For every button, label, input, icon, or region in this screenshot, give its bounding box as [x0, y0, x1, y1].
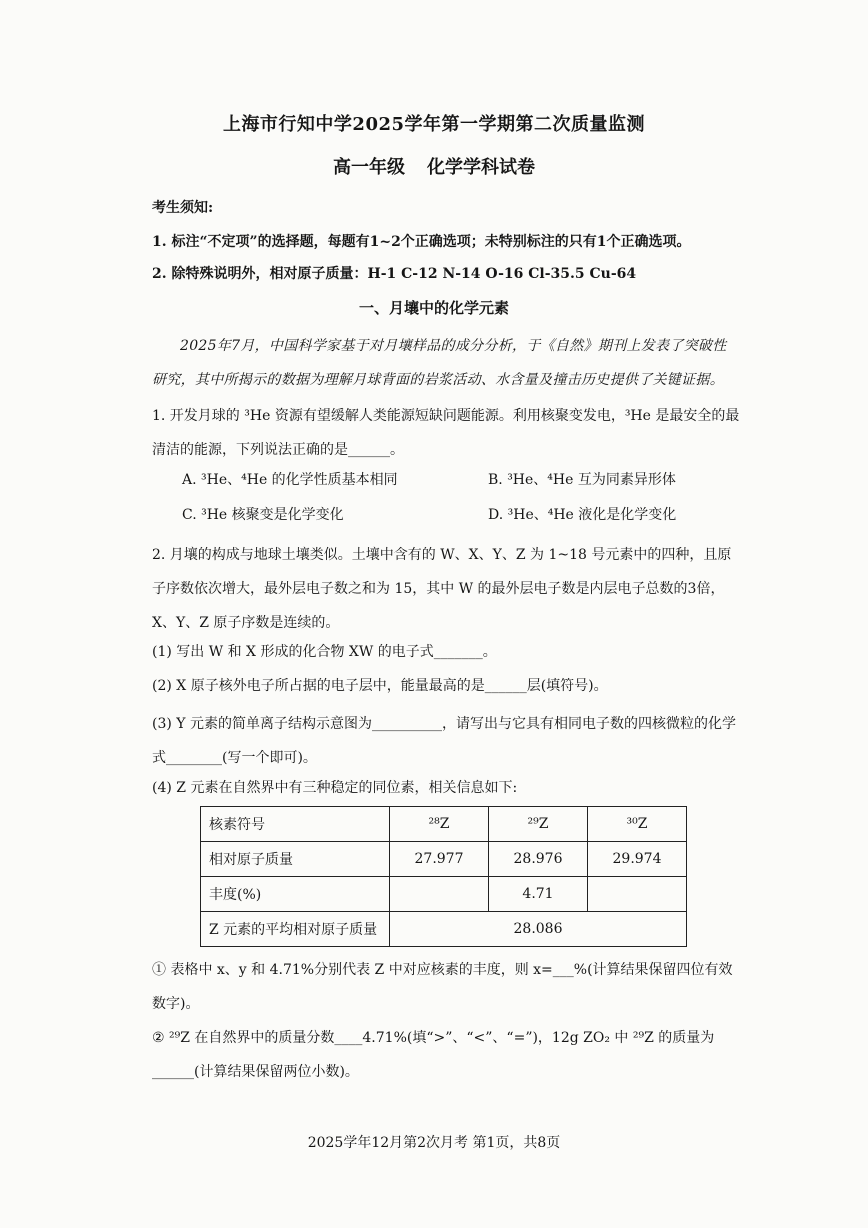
question-1-option-a: A. ³He、⁴He 的化学性质基本相同: [182, 472, 398, 488]
table-row: [201, 877, 687, 912]
subtitle-grade: 高一年级: [333, 157, 405, 178]
exam-subtitle: [0, 158, 868, 178]
question-1-option-b: B. ³He、⁴He 互为同素异形体: [488, 472, 676, 488]
table-cell: 28.086: [390, 912, 687, 947]
table-cell: ²⁸Z: [390, 807, 489, 842]
notice-item-1: 1. 标注“不定项”的选择题，每题有1~2个正确选项；未特别标注的只有1个正确选项。: [152, 234, 691, 250]
exam-title: 上海市行知中学2025学年第一学期第二次质量监测: [222, 114, 646, 135]
question-2-part-3: (3) Y 元素的简单离子结构示意图为__________，请写出与它具有相同电子数的四核微粒的化学式________(写一个即可)。: [152, 716, 736, 766]
table-cell: 27.977: [390, 842, 489, 877]
question-2-part-1: (1) 写出 W 和 X 形成的化合物 XW 的电子式_______。: [152, 644, 497, 660]
table-cell: 29.974: [588, 842, 687, 877]
question-2-part-4: (4) Z 元素在自然界中有三种稳定的同位素，相关信息如下:: [152, 780, 518, 796]
notice-item-2: 2. 除特殊说明外，相对原子质量：H-1 C-12 N-14 O-16 Cl-35.5 Cu-64: [152, 266, 637, 282]
subtitle-subject: 化学学科试卷: [427, 157, 535, 178]
table-cell: Z 元素的平均相对原子质量: [201, 912, 390, 947]
question-1-option-d: D. ³He、⁴He 液化是化学变化: [488, 507, 677, 523]
table-cell: [390, 877, 489, 912]
section-heading: 一、月壤中的化学元素: [358, 299, 509, 317]
table-cell: 核素符号: [201, 807, 390, 842]
page-footer: 2025学年12月第2次月考 第1页，共8页: [307, 1135, 561, 1151]
table-cell: 相对原子质量: [201, 842, 390, 877]
question-1-option-c: C. ³He 核聚变是化学变化: [182, 507, 344, 523]
question-2-sub-1: ① 表格中 x、y 和 4.71%分别代表 Z 中对应核素的丰度，则 x=___%(计算结果保留四位有效数字)。: [152, 962, 733, 1012]
table-cell: ³⁰Z: [588, 807, 687, 842]
table-row: [201, 807, 687, 842]
table-cell: 丰度(%): [201, 877, 390, 912]
question-2-stem: 2. 月壤的构成与地球土壤类似。土壤中含有的 W、X、Y、Z 为 1~18 号元素中的四种，且原子序数依次增大，最外层电子数之和为 15，其中 W 的最外层电子数是内层电子总数的3倍，X、Y、Z 原子序数是连续的。: [152, 547, 732, 631]
notice-heading: 考生须知:: [152, 200, 214, 216]
table-row: [201, 842, 687, 877]
question-1-stem: 1. 开发月球的 ³He 资源有望缓解人类能源短缺问题能源。利用核聚变发电，³He 是最安全的最清洁的能源，下列说法正确的是______。: [152, 408, 740, 458]
isotope-table: [200, 806, 687, 947]
question-2-part-2: (2) X 原子核外电子所占据的电子层中，能量最高的是______层(填符号)。: [152, 678, 608, 694]
table-cell: ²⁹Z: [489, 807, 588, 842]
table-cell: 28.976: [489, 842, 588, 877]
table-cell: [588, 877, 687, 912]
section-intro: 2025年7月，中国科学家基于对月壤样品的成分分析，于《自然》期刊上发表了突破性研究，其中所揭示的数据为理解月球背面的岩浆活动、水含量及撞击历史提供了关键证据。: [152, 338, 727, 388]
table-cell: 4.71: [489, 877, 588, 912]
table-row: [201, 912, 687, 947]
question-2-sub-2: ② ²⁹Z 在自然界中的质量分数____4.71%(填“>”、“<”、“=”)，12g ZO₂ 中 ²⁹Z 的质量为______(计算结果保留两位小数)。: [152, 1030, 715, 1080]
